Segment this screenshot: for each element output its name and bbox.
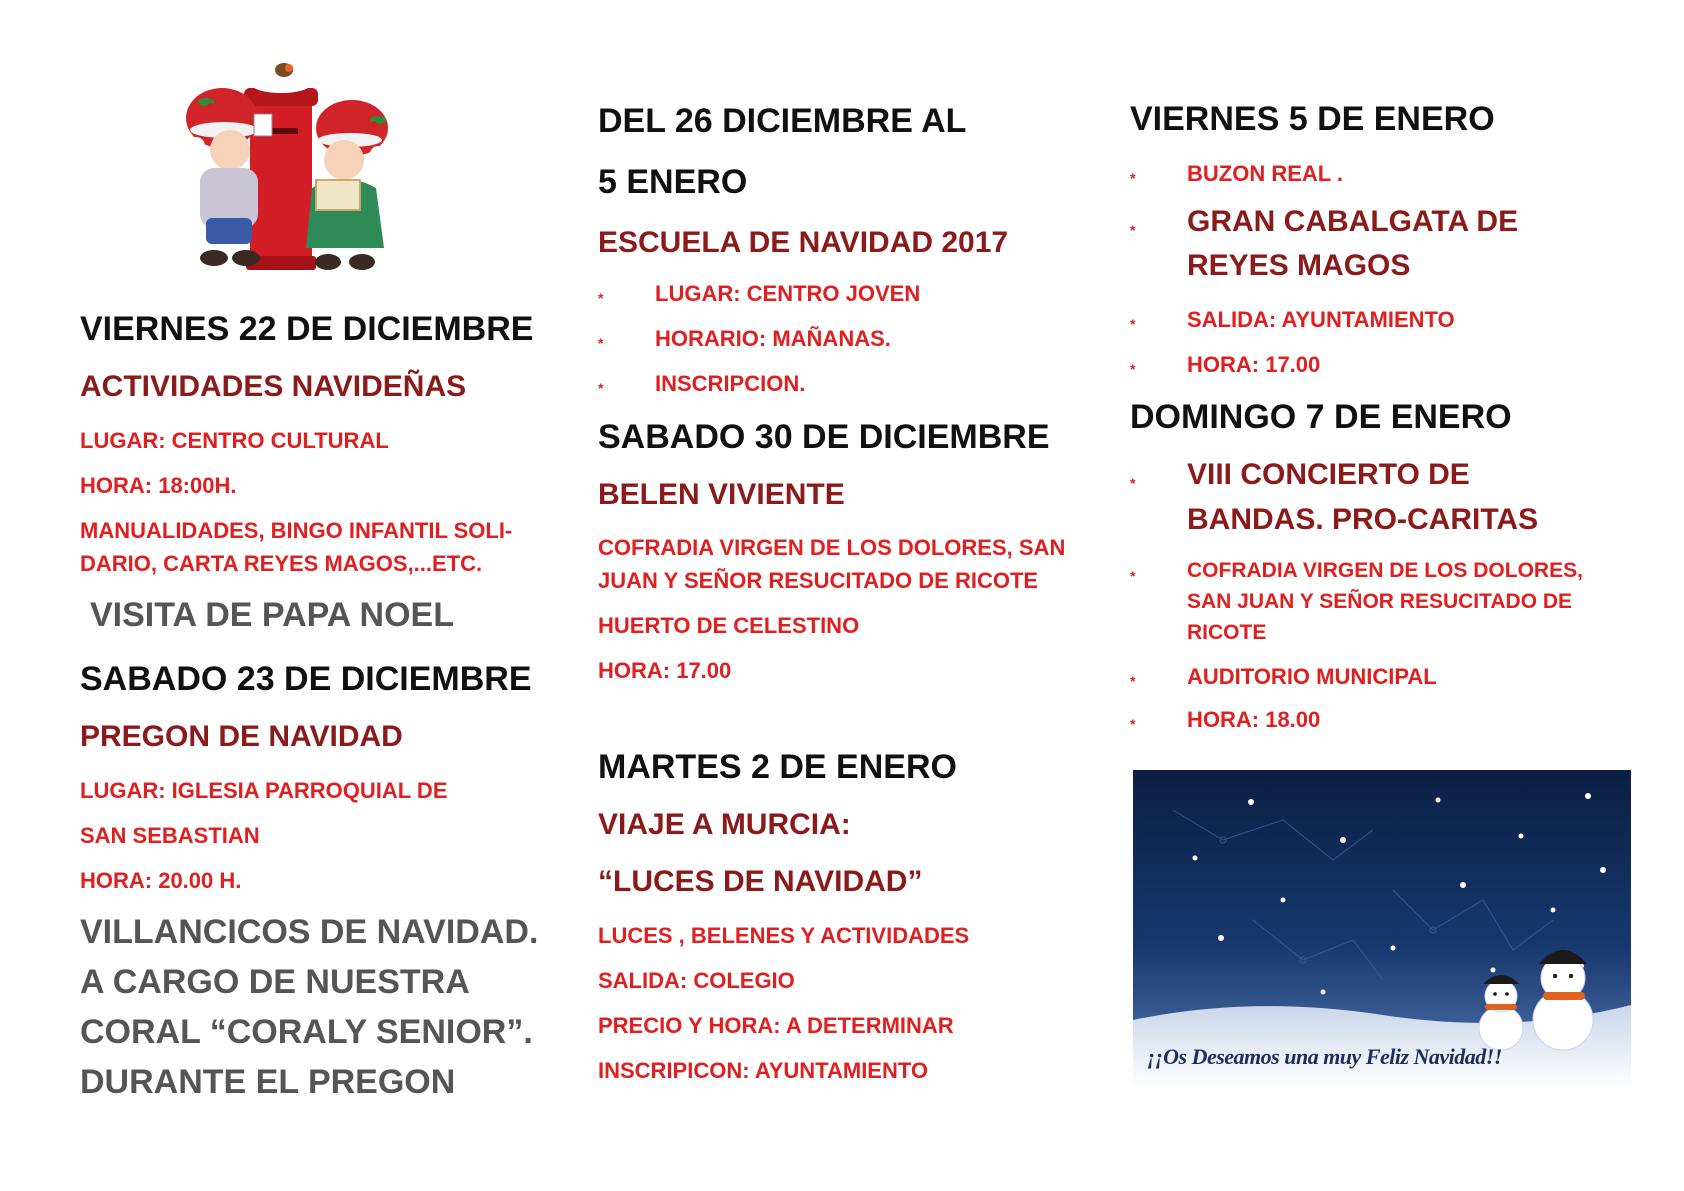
lugar-centro-cultural: LUGAR: CENTRO CULTURAL <box>80 428 389 453</box>
bullet-salida-ayuntamiento: SALIDA: AYUNTAMIENTO <box>1187 307 1455 332</box>
event-actividades-navidenas: ACTIVIDADES NAVIDEÑAS <box>80 370 467 403</box>
asterisk-bullet-icon: * <box>1130 673 1136 689</box>
bullet-hora-1800: HORA: 18.00 <box>1187 707 1321 732</box>
luces-belenes: LUCES , BELENES Y ACTIVIDADES <box>598 923 970 948</box>
asterisk-bullet-icon: * <box>1130 222 1136 238</box>
event-viaje-murcia: VIAJE A MURCIA: <box>598 808 851 841</box>
kids-mailbox-illustration <box>172 58 404 280</box>
bullet-auditorio: AUDITORIO MUNICIPAL <box>1187 664 1437 689</box>
bullet-lugar-centro-joven: LUGAR: CENTRO JOVEN <box>655 281 921 306</box>
hora-1800: HORA: 18:00H. <box>80 473 237 498</box>
huerto-celestino: HUERTO DE CELESTINO <box>598 613 860 638</box>
bullet-cofradia-line1: COFRADIA VIRGEN DE LOS DOLORES, <box>1187 559 1583 582</box>
event-luces-navidad: “LUCES DE NAVIDAD” <box>598 865 923 898</box>
bullet-concierto-line2: BANDAS. PRO-CARITAS <box>1187 503 1539 536</box>
date-sabado-23: SABADO 23 DE DICIEMBRE <box>80 660 532 698</box>
villancicos-line1: VILLANCICOS DE NAVIDAD. <box>80 913 539 951</box>
date-martes-2: MARTES 2 DE ENERO <box>598 748 957 786</box>
bullet-concierto-line1: VIII CONCIERTO DE <box>1187 458 1470 491</box>
event-belen-viviente: BELEN VIVIENTE <box>598 478 845 511</box>
date-26-dic-line1: DEL 26 DICIEMBRE AL <box>598 102 967 140</box>
villancicos-line3: CORAL “CORALY SENIOR”. <box>80 1013 533 1051</box>
lugar-iglesia-line2: SAN SEBASTIAN <box>80 823 260 848</box>
asterisk-bullet-icon: * <box>1130 316 1136 332</box>
asterisk-bullet-icon: * <box>1130 716 1136 732</box>
asterisk-bullet-icon: * <box>598 335 604 351</box>
villancicos-line4: DURANTE EL PREGON <box>80 1063 456 1101</box>
hora-2000: HORA: 20.00 H. <box>80 868 242 893</box>
date-26-dic-line2: 5 ENERO <box>598 163 748 201</box>
bullet-hora-1700: HORA: 17.00 <box>1187 352 1321 377</box>
precio-hora: PRECIO Y HORA: A DETERMINAR <box>598 1013 954 1038</box>
bullet-cabalgata-line2: REYES MAGOS <box>1187 249 1411 282</box>
asterisk-bullet-icon: * <box>598 290 604 306</box>
date-viernes-22: VIERNES 22 DE DICIEMBRE <box>80 310 534 348</box>
event-pregon-navidad: PREGON DE NAVIDAD <box>80 720 403 753</box>
visita-papa-noel: VISITA DE PAPA NOEL <box>90 596 454 634</box>
inscripcion-ayuntamiento: INSCRIPICON: AYUNTAMIENTO <box>598 1058 929 1083</box>
date-domingo-7: DOMINGO 7 DE ENERO <box>1130 398 1512 436</box>
bullet-cofradia-line2: SAN JUAN Y SEÑOR RESUCITADO DE <box>1187 590 1573 613</box>
salida-colegio: SALIDA: COLEGIO <box>598 968 795 993</box>
bullet-cabalgata-line1: GRAN CABALGATA DE <box>1187 205 1519 238</box>
asterisk-bullet-icon: * <box>1130 361 1136 377</box>
event-escuela-navidad: ESCUELA DE NAVIDAD 2017 <box>598 226 1009 259</box>
bullet-buzon-real: BUZON REAL . <box>1187 161 1344 186</box>
bullet-inscripcion: INSCRIPCION. <box>655 371 806 396</box>
lugar-iglesia-line1: LUGAR: IGLESIA PARROQUIAL DE <box>80 778 448 803</box>
date-viernes-5: VIERNES 5 DE ENERO <box>1130 100 1495 138</box>
hora-1700: HORA: 17.00 <box>598 658 732 683</box>
asterisk-bullet-icon: * <box>598 380 604 396</box>
asterisk-bullet-icon: * <box>1130 170 1136 186</box>
night-sky-snowmen-illustration <box>1133 770 1631 1088</box>
cofradia-line1: COFRADIA VIRGEN DE LOS DOLORES, SAN <box>598 535 1066 560</box>
card-greeting-text: ¡¡Os Deseamos una muy Feliz Navidad!! <box>1147 1044 1502 1069</box>
asterisk-bullet-icon: * <box>1130 568 1136 584</box>
manualidades-line1: MANUALIDADES, BINGO INFANTIL SOLI- <box>80 518 513 543</box>
villancicos-line2: A CARGO DE NUESTRA <box>80 963 470 1001</box>
asterisk-bullet-icon: * <box>1130 475 1136 491</box>
christmas-card-image <box>1133 770 1631 1088</box>
bullet-horario: HORARIO: MAÑANAS. <box>655 326 891 351</box>
manualidades-line2: DARIO, CARTA REYES MAGOS,...ETC. <box>80 551 483 576</box>
date-sabado-30: SABADO 30 DE DICIEMBRE <box>598 418 1050 456</box>
cofradia-line2: JUAN Y SEÑOR RESUCITADO DE RICOTE <box>598 568 1039 593</box>
bullet-cofradia-line3: RICOTE <box>1187 621 1267 644</box>
